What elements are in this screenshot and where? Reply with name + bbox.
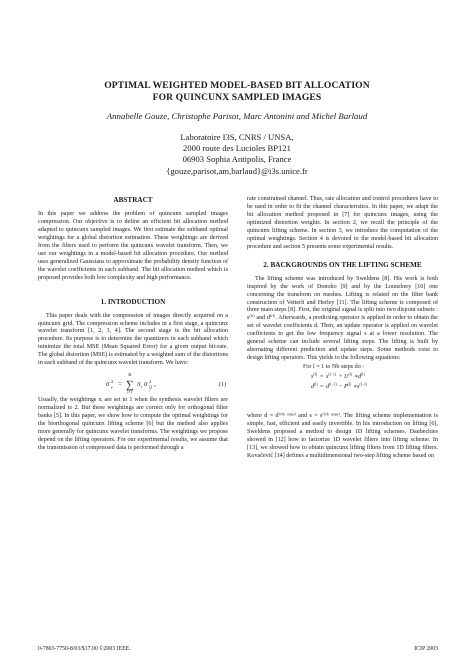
- svg-text:(l): (l): [314, 382, 318, 387]
- svg-text:σ: σ: [106, 380, 110, 389]
- lifting-equations: [247, 372, 438, 412]
- svg-text:s: s: [311, 374, 314, 381]
- footer-conference: ICIP 2003: [414, 646, 438, 652]
- svg-text:i=1: i=1: [127, 390, 133, 395]
- svg-text:(l): (l): [361, 372, 365, 377]
- intro-paragraph-2: Usually, the weightings πᵢ are set to 1 when the synthesis wavelet filters are normalized to 2. But these weightings are correct only for orthogonal filter banks [5]. In this paper, we show how to compute the optimal weightings for the biorthogonal quincunx lifting scheme [6] but the method also applies more generally for quincunx wavelet transforms. The weightings we propose depend on the lifting operators. For our experimental results, we assume that the transmission of compressed data is performed through a: [38, 397, 228, 451]
- svg-text:P: P: [344, 384, 348, 391]
- svg-text:,: ,: [154, 380, 156, 389]
- svg-text:∗: ∗: [353, 384, 358, 391]
- title-line-1: OPTIMAL WEIGHTED MODEL-BASED BIT ALLOCATION: [104, 80, 370, 91]
- intro-continuation: rate constrained channel. Thus, rate allocation and control procedures have to be used in order to fit the channel characteristics. In this paper, we adapt the bit allocation method proposed in [7] for quincunx images, using the optimized distortion weights. In section 2, we recall the principle of the quincunx lifting scheme. In section 3, we introduce the computation of the optimal weightings. Section 4 is devoted to the model-based bit allocation procedure and section 5 presents some experimental results.: [247, 196, 438, 250]
- right-column: [247, 196, 438, 461]
- svg-text:(l−1): (l−1): [359, 382, 368, 387]
- intro-heading: 1. INTRODUCTION: [100, 297, 166, 306]
- lifting-paragraph-1: The lifting scheme was introduced by Sweldens [8]. His work is both inspired by the work of Donoho [9] and by the Lounsbery [10] one concerning the transform on meshes. Lifting is related on the filter bank construction of Vetterli and Herley [11]. The lifting scheme is composed of three main steps [8]. First, the original signal is split into two disjoint subsets : s⁽⁰⁾ and d⁽⁰⁾. Afterwards, a predicting operator is applied in order to obtain the set of wavelet coefficients d. Then, an update operator is applied on wavelet coefficients to get the low frequency signal s at a lower resolution. The general scheme can include several lifting steps. The lifting is built by alternating different prediction and update steps. Some methods exist to design lifting operators. This yields to the following equations:: [247, 275, 438, 362]
- svg-text:∗: ∗: [354, 374, 359, 381]
- author-list: Annabelle Gouze, Christophe Parisot, Marc Antonini and Michel Barlaud: [106, 111, 368, 121]
- svg-text:=: =: [118, 380, 122, 389]
- affiliation-block: [0, 132, 474, 177]
- svg-text:σ: σ: [144, 380, 148, 389]
- affiliation-line-1: Laboratoire I3S, CNRS / UNSA,: [180, 132, 294, 142]
- svg-text:=: =: [320, 374, 324, 381]
- svg-text:(l): (l): [348, 372, 353, 377]
- paper-title: [0, 80, 474, 103]
- lifting-paragraph-2: where d = d⁽ᴺᵇ ˢᵗᵉᵖˢ⁾ and s = s⁽ᴺᵇ ˢᵗᵉᵖˢ⁾. The lifting scheme implementation is simple, fast, efficient and easily invertible. In his introduction on lifting [6], Sweldens proposed a method to design 1D lifting schemes. Daubechies showed in [12] how to factorize 1D wavelet filters into lifting scheme. In [13], we showed how to obtain quincunx lifting filters from 1D lifting filters. Kovačević [14] defines a multidimensional two-step lifting scheme based on: [247, 413, 438, 459]
- svg-text:d: d: [358, 374, 362, 381]
- affiliation-line-2: 2000 route des Lucioles BP121: [183, 143, 291, 154]
- affiliation-line-3: 06903 Sophia Antipolis, France: [182, 154, 292, 165]
- svg-text:−: −: [339, 384, 343, 391]
- svg-text:∑: ∑: [126, 379, 134, 392]
- footer-copyright: 0-7803-7750-8/03/$17.00 ©2003 IEEE.: [38, 646, 131, 652]
- distortion-equation: [38, 371, 228, 395]
- svg-text:(l−1): (l−1): [329, 382, 337, 387]
- affiliation-email: {gouze,parisot,am,barlaud}@i3s.unice.fr: [166, 165, 308, 176]
- lifting-for-loop: For l = 1 to Nb steps do :: [303, 364, 364, 371]
- svg-text:=: =: [320, 384, 324, 391]
- svg-text:(l): (l): [347, 382, 352, 387]
- equation-number: (1): [219, 382, 227, 389]
- equation-formula: [38, 371, 228, 395]
- svg-text:i: i: [149, 388, 150, 393]
- svg-text:U: U: [344, 374, 349, 381]
- svg-text:(l−1): (l−1): [328, 372, 337, 377]
- svg-text:+: +: [339, 374, 343, 381]
- svg-text:π: π: [137, 380, 141, 389]
- svg-text:M: M: [128, 373, 132, 378]
- svg-text:2: 2: [149, 379, 152, 385]
- abstract-heading: ABSTRACT: [113, 196, 153, 204]
- svg-text:i: i: [141, 384, 143, 390]
- title-line-2: FOR QUINCUNX SAMPLED IMAGES: [152, 91, 322, 103]
- intro-paragraph-1: This paper deals with the compression of images directly acquired on a quincunx grid. The compression scheme includes in a first stage, a quincunx wavelet transform [1, 2, 3, 4]. The second stage is the bit allocation procedure. Its purpose is to determine the quantizers in each subband which minimize the total MSE (Mean Squared Error) for a given output bit-rate. The global distortion (MSE) is estimated by a weighted sum of the distortions in each subband of the quincunx wavelet transform. We have:: [38, 312, 228, 367]
- svg-text:s: s: [357, 384, 360, 391]
- svg-text:2: 2: [111, 379, 114, 385]
- lifting-heading: 2. BACKGROUNDS ON THE LIFTING SCHEME: [263, 260, 422, 269]
- abstract-text: In this paper we address the problem of quincunx sampled images compression. Our objective is to define an efficient bit allocation method adapted to quincunx sampled images. We first estimate the subband optimal weightings for a global distortion estimation. These weightings are derived from the filters used to perform the quincunx wavelet transform. Then, we use our weightings in a model-based bit allocation procedure. Our method uses generalized Gaussians to approximate the probability density function of the wavelet coefficients in each subband. The bit allocation method which is proposed provides both low complexity and high performance.: [38, 211, 228, 281]
- svg-text:e: e: [111, 384, 113, 390]
- svg-text:(l): (l): [313, 372, 318, 377]
- svg-text:d: d: [326, 384, 330, 391]
- lifting-equations-formula: [247, 372, 438, 412]
- svg-text:s: s: [326, 374, 329, 381]
- left-column: [38, 196, 228, 453]
- svg-text:d: d: [311, 384, 315, 391]
- svg-text:Q: Q: [149, 384, 153, 390]
